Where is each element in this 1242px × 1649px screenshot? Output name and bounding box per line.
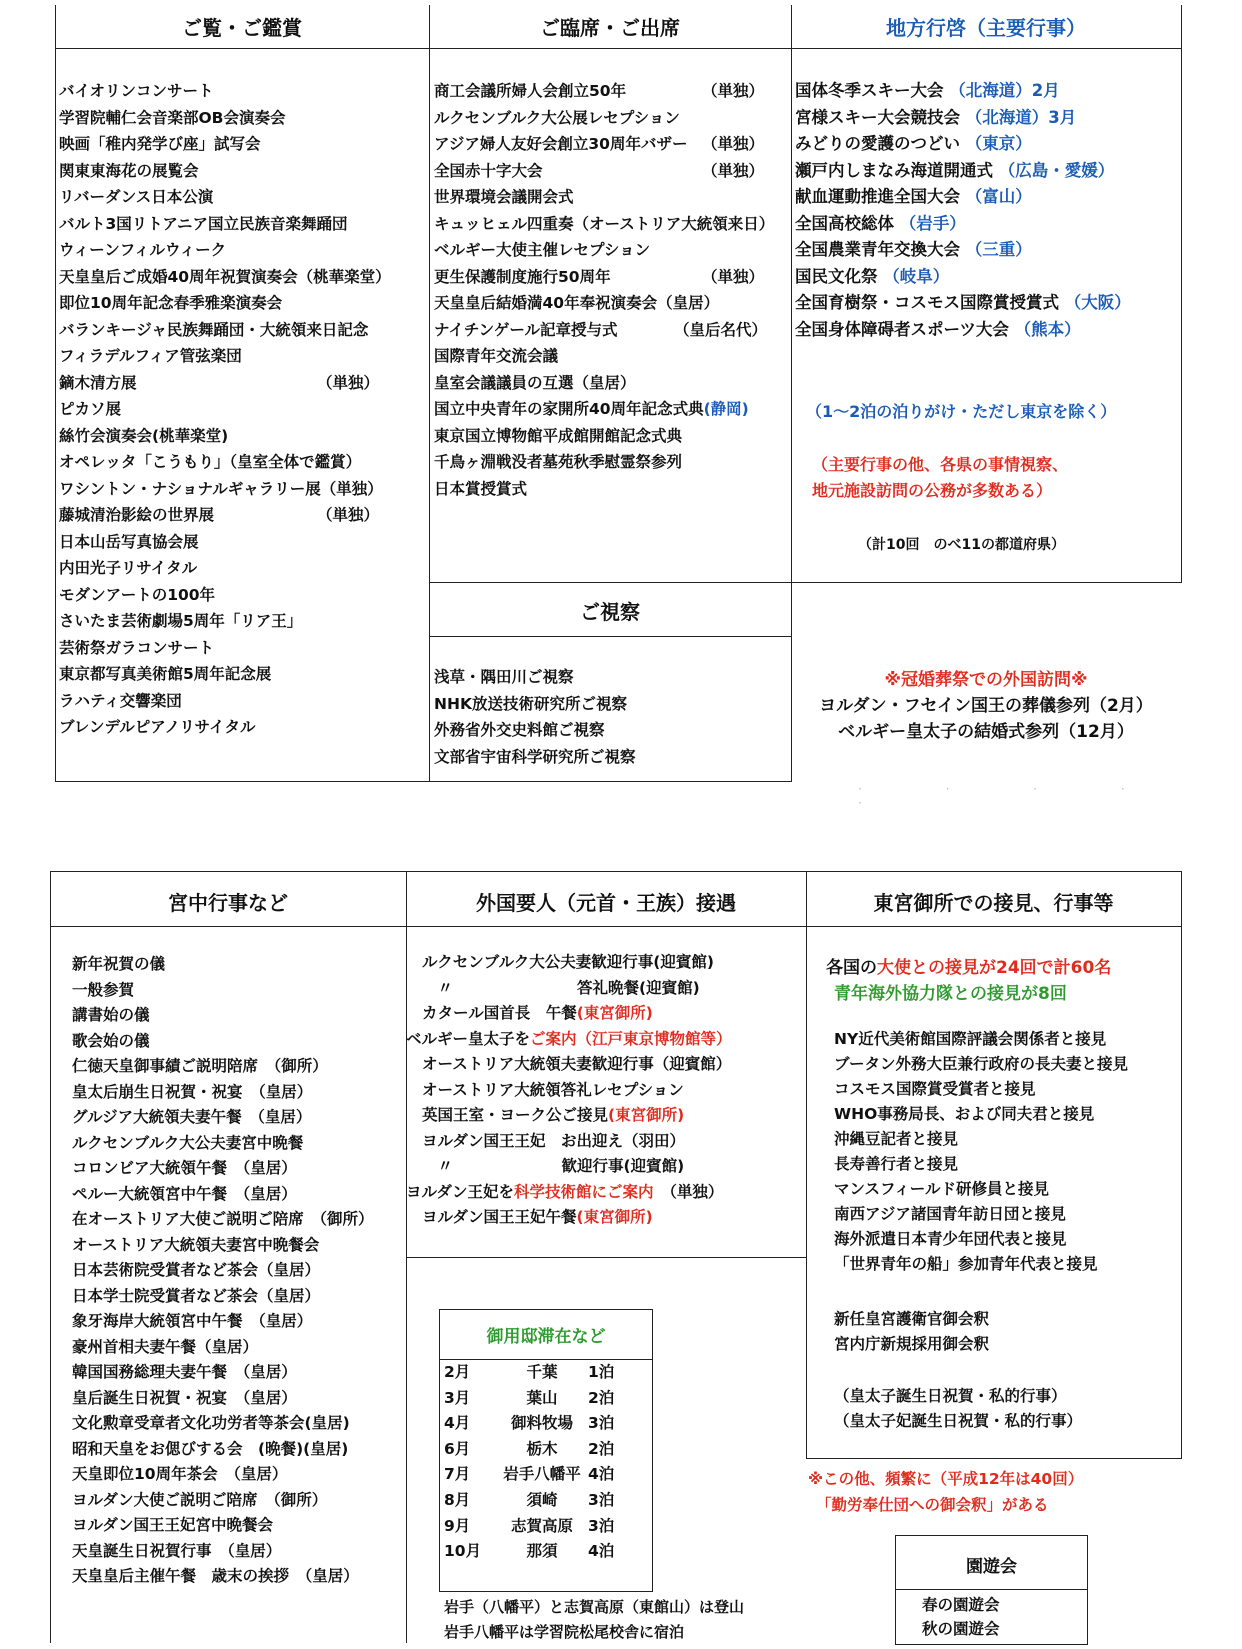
- list-item: 韓国国務総理夫妻午餐 （皇居）: [72, 1363, 297, 1381]
- list-item: [59, 317, 427, 344]
- list-item: [795, 237, 1179, 264]
- item-text: バランキージャ民族舞踊団・大統領来日記念: [59, 320, 369, 339]
- stay-place: 須崎: [526, 1490, 558, 1509]
- list-item: 宮内庁新規採用御会釈: [834, 1335, 990, 1353]
- item-text: 全国農業青年交換大会: [795, 240, 966, 259]
- list-item: [59, 105, 427, 132]
- stay-row: [444, 1411, 650, 1437]
- item-text: 更生保護制度施行50周年: [434, 267, 611, 286]
- list-item: [434, 264, 789, 291]
- item-highlight: 科学技術館にご案内: [514, 1182, 654, 1201]
- list-item: [422, 976, 804, 1002]
- item-text: 宮様スキー大会競技会: [795, 107, 966, 127]
- stay-month: 7月: [444, 1465, 471, 1484]
- birthday-list: [834, 1384, 1179, 1434]
- item-text: ラハティ交響楽団: [59, 691, 182, 710]
- stay-place: 葉山: [526, 1388, 558, 1407]
- item-text: 絲竹会演奏会(桃華楽堂): [59, 426, 229, 445]
- list-item: （皇太子誕生日祝賀・私的行事）: [834, 1387, 1067, 1405]
- item-text: 国立中央青年の家開所40周年記念式典: [434, 400, 704, 418]
- court-events-list: [72, 952, 402, 1590]
- item-text: フィラデルフィア管弦楽団: [59, 347, 242, 365]
- list-item: 仁徳天皇御事績ご説明陪席 （御所）: [72, 1057, 328, 1075]
- item-tag: （単独）: [653, 1182, 724, 1201]
- stay-nights: 3泊: [588, 1414, 615, 1433]
- list-item: [59, 211, 427, 238]
- list-item: [59, 131, 427, 158]
- list-item: [795, 184, 1179, 211]
- col-title-court-events: 宮中行事など: [168, 891, 288, 915]
- item-text: オーストリア大統領答礼レセプション: [422, 1080, 684, 1099]
- list-item: NHK放送技術研究所ご視察: [434, 694, 627, 713]
- list-item: [434, 476, 789, 503]
- list-item: [422, 1001, 804, 1027]
- stay-nights: 3泊: [588, 1516, 615, 1535]
- list-item: [434, 449, 789, 476]
- item-tag: (静岡): [703, 400, 749, 418]
- col2-inner-divider: [406, 1257, 806, 1258]
- item-text: ルクセンブルク大公夫妻歓迎行事(迎賓館): [422, 953, 714, 971]
- item-text: 皇室会議議員の互選（皇居）: [434, 373, 636, 392]
- item-place: （北海道）3月: [965, 107, 1077, 127]
- list-item: 天皇誕生日祝賀行事 （皇居）: [72, 1541, 282, 1560]
- item-text: オーストリア大統領夫妻歓迎行事（迎賓館）: [422, 1055, 732, 1073]
- list-item: 「世界青年の船」参加青年代表と接見: [834, 1255, 1098, 1273]
- item-text: 藤城清治影絵の世界展: [59, 506, 215, 524]
- item-highlight: (東宮御所): [576, 1004, 653, 1022]
- list-item: 皇太后崩生日祝賀・祝宴 （皇居）: [72, 1082, 313, 1101]
- item-text: 国体冬季スキー大会: [795, 81, 950, 100]
- list-item: 皇后誕生日祝賀・祝宴 （皇居）: [72, 1388, 297, 1407]
- item-tag: （単独）: [317, 373, 380, 392]
- list-item: [795, 78, 1179, 105]
- list-item: [795, 158, 1179, 185]
- list-item: NY近代美術館国際評議会関係者と接見: [834, 1030, 1107, 1048]
- stay-month: 8月: [444, 1490, 471, 1509]
- item-text: 〃 答礼晩餐(迎賓館): [422, 978, 700, 997]
- list-item: 日本学士院受賞者など茶会（皇居）: [72, 1286, 321, 1305]
- list-item: [59, 237, 427, 264]
- inspection-header-divider: [429, 636, 791, 637]
- item-text: 日本山岳写真協会展: [59, 532, 199, 551]
- item-tag: （単独）: [702, 135, 765, 153]
- list-item: （皇太子妃誕生日祝賀・私的行事）: [834, 1412, 1083, 1430]
- list-item: 沖縄豆記者と接見: [834, 1130, 959, 1148]
- item-text: 東京国立博物館平成館開館記念式典: [434, 426, 683, 445]
- viewing-list: [59, 78, 427, 741]
- list-item: [434, 370, 789, 397]
- regional-note-red-2: 地元施設訪問の公務が多数ある）: [812, 481, 1053, 500]
- top-divider-1: [429, 5, 430, 782]
- list-item: 外務省外交史料館ご視察: [434, 721, 605, 739]
- regional-note-blue: （1～2泊の泊りがけ・ただし東京を除く）: [806, 402, 1117, 421]
- list-item: 文化勲章受章者文化功労者等茶会(皇居): [72, 1414, 350, 1432]
- foreign-visit-title: ※冠婚葬祭での外国訪問※: [884, 670, 1088, 690]
- item-text: ワシントン・ナショナルギャラリー展（単独）: [59, 479, 383, 498]
- list-item: [434, 184, 789, 211]
- item-text: 世界環境会議開会式: [434, 188, 574, 206]
- list-item: [422, 1078, 804, 1104]
- list-item: 豪州首相夫妻午餐（皇居）: [72, 1337, 259, 1356]
- col3-bottom-border-2: [806, 1458, 1182, 1459]
- top-left-border: [55, 5, 56, 782]
- item-text: キュッヒェル四重奏（オーストリア大統領来日）: [434, 214, 775, 233]
- inspection-list: [434, 664, 789, 770]
- stay-row: [444, 1462, 650, 1488]
- stay-place: 千葉: [526, 1363, 558, 1381]
- stay-row: [444, 1539, 650, 1565]
- list-item: [59, 582, 427, 609]
- list-item: [795, 105, 1179, 132]
- stay-nights: 1泊: [588, 1363, 615, 1381]
- item-text: ヨルダン国王王妃午餐: [422, 1208, 577, 1226]
- stay-place: 栃木: [526, 1439, 558, 1458]
- item-text: 映画「稚内発学び座」試写会: [59, 135, 261, 153]
- item-text: みどりの愛護のつどい: [795, 134, 966, 153]
- item-tag: （単独）: [702, 267, 765, 286]
- item-tag: （皇后名代）: [674, 320, 768, 339]
- list-item: [59, 343, 427, 370]
- list-item: [434, 343, 789, 370]
- list-item: [59, 714, 427, 741]
- item-text: 芸術祭ガラコンサート: [59, 638, 215, 657]
- stay-row: [444, 1386, 650, 1412]
- list-item: 文部省宇宙科学研究所ご視察: [434, 747, 636, 766]
- list-item: [422, 1205, 804, 1231]
- list-item: [59, 423, 427, 450]
- item-text: 東京都写真美術館5周年記念展: [59, 665, 272, 683]
- list-item: [434, 158, 789, 185]
- item-tag: （単独）: [702, 161, 765, 180]
- bottom-divider-2: [806, 871, 807, 1459]
- list-item: マンスフィールド研修員と接見: [834, 1180, 1049, 1198]
- item-text: バイオリンコンサート: [59, 82, 214, 100]
- item-text: バルト3国リトアニア国立民族音楽舞踊団: [59, 214, 348, 233]
- ambassador-prefix: 各国の: [826, 958, 877, 978]
- item-text: 〃 歓迎行事(迎賓館): [422, 1157, 685, 1175]
- list-item: [434, 423, 789, 450]
- item-highlight: ご案内（江戸東京博物館等）: [530, 1029, 732, 1048]
- stay-nights: 3泊: [588, 1490, 615, 1509]
- item-text: ヨルダン国王王妃 お出迎え（羽田）: [422, 1131, 686, 1150]
- item-text: 鏑木清方展: [59, 373, 137, 392]
- list-item: [434, 396, 789, 423]
- stay-list: [444, 1360, 650, 1565]
- item-tag: （単独）: [317, 506, 380, 524]
- stay-place: 那須: [526, 1542, 558, 1561]
- list-item: 昭和天皇をお偲びする会 (晩餐)(皇居): [72, 1439, 349, 1458]
- list-item: [59, 476, 427, 503]
- list-item: 日本芸術院受賞者など茶会（皇居）: [72, 1261, 321, 1279]
- col-title-inspection: ご視察: [580, 600, 640, 624]
- list-item: [434, 211, 789, 238]
- item-text: 千鳥ヶ淵戦没者墓苑秋季慰霊祭参列: [434, 453, 683, 471]
- item-text: オペレッタ「こうもり」（皇室全体で鑑賞）: [59, 453, 362, 471]
- scan-dots: · · · · ·: [858, 782, 1165, 810]
- list-item: [59, 688, 427, 715]
- jocv-meetings: 青年海外協力隊との接見が8回: [834, 984, 1067, 1004]
- list-item: [422, 1103, 804, 1129]
- list-item: [422, 1129, 804, 1155]
- stay-row: [444, 1360, 650, 1386]
- bottom-header-divider: [50, 926, 1182, 927]
- item-text: アジア婦人友好会創立30周年バザー: [434, 135, 688, 153]
- item-text: リバーダンス日本公演: [59, 188, 214, 206]
- list-item: [406, 1180, 804, 1206]
- list-item: [795, 264, 1179, 291]
- garden-party-title: 園遊会: [966, 1557, 1017, 1577]
- item-text: ヨルダン王妃を: [406, 1182, 515, 1201]
- garden-party-list: [922, 1593, 1082, 1641]
- item-place: （岩手）: [899, 213, 966, 233]
- list-item: 浅草・隅田川ご視察: [434, 668, 574, 686]
- list-item: [422, 1052, 804, 1078]
- list-item: [406, 1027, 804, 1053]
- list-item: 長寿善行者と接見: [834, 1155, 959, 1173]
- list-item: 新年祝賀の儀: [72, 955, 166, 973]
- list-item: ヨルダン国王王妃宮中晩餐会: [72, 1516, 274, 1534]
- list-item: [59, 264, 427, 291]
- col3-bottom-border: [791, 582, 1182, 583]
- ambassador-meetings: [826, 953, 1111, 978]
- stay-nights: 2泊: [588, 1439, 615, 1458]
- bottom-left-border: [50, 871, 51, 1643]
- item-highlight: (東宮御所): [576, 1208, 653, 1226]
- stay-row: [444, 1488, 650, 1514]
- list-item: [59, 635, 427, 662]
- bottom-right-border: [1181, 871, 1182, 1459]
- list-item: [434, 317, 789, 344]
- item-text: ナイチンゲール記章授与式: [434, 320, 618, 339]
- regional-visits-list: [795, 78, 1179, 343]
- item-text: ピカソ展: [59, 400, 122, 418]
- ambassador-count: 大使との接見が24回で計60名: [877, 958, 1112, 978]
- item-place: （広島・愛媛）: [998, 160, 1115, 180]
- item-text: 全国赤十字大会: [434, 161, 543, 180]
- list-item: ヨルダン大使ご説明ご陪席 （御所）: [72, 1490, 328, 1509]
- item-tag: （単独）: [702, 82, 765, 100]
- foreign-dignitaries-list: [406, 950, 804, 1231]
- stay-month: 10月: [444, 1542, 482, 1561]
- list-item: ペルー大統領宮中午餐 （皇居）: [72, 1184, 297, 1203]
- item-text: 国際青年交流会議: [434, 347, 559, 365]
- stay-month: 2月: [444, 1363, 471, 1381]
- list-item: 天皇皇后主催午餐 歳末の挨拶 （皇居）: [72, 1567, 359, 1585]
- list-item: [59, 449, 427, 476]
- item-text: ブレンデルピアノリサイタル: [59, 718, 256, 736]
- item-text: 英国王室・ヨーク公ご接見: [422, 1106, 609, 1124]
- stay-row: [444, 1437, 650, 1463]
- list-item: コスモス国際賞受賞者と接見: [834, 1080, 1036, 1098]
- list-item: [59, 502, 427, 529]
- item-text: 全国身体障碍者スポーツ大会: [795, 319, 1015, 339]
- foreign-visit-line2: ベルギー皇太子の結婚式参列（12月）: [838, 722, 1134, 742]
- list-item: [434, 105, 789, 132]
- list-item: [434, 237, 789, 264]
- col-title-attendance: ご臨席・ご出席: [540, 16, 680, 40]
- list-item: [59, 290, 427, 317]
- list-item: [59, 184, 427, 211]
- list-item: コロンビア大統領午餐 （皇居）: [72, 1159, 297, 1177]
- item-text: 関東東海花の展覧会: [59, 161, 199, 180]
- col-title-regional-visits: 地方行啓（主要行事）: [886, 16, 1086, 40]
- item-place: （三重）: [965, 240, 1032, 259]
- list-item: 新任皇宮護衛官御会釈: [834, 1310, 990, 1328]
- inspection-top-border: [429, 582, 791, 583]
- item-text: ルクセンブルク大公展レセプション: [434, 108, 680, 127]
- list-item: [59, 661, 427, 688]
- item-place: （岐阜）: [883, 266, 950, 286]
- stay-place: 志賀高原: [510, 1516, 573, 1535]
- foreign-visit-line1: ヨルダン・フセイン国王の葬儀参列（2月）: [819, 696, 1153, 716]
- list-item: ブータン外務大臣兼行政府の長夫妻と接見: [834, 1055, 1129, 1073]
- bottom-top-border: [50, 871, 1182, 872]
- audiences-list: [834, 1027, 1179, 1277]
- list-item: [59, 370, 427, 397]
- list-item: 南西アジア諸国青年訪日団と接見: [834, 1205, 1066, 1223]
- item-text: ウィーンフィルウィーク: [59, 241, 227, 259]
- list-item: オーストリア大統領夫妻宮中晩餐会: [72, 1235, 320, 1254]
- list-item: [422, 1154, 804, 1180]
- stay-place: 御料牧場: [510, 1414, 573, 1433]
- list-item: [795, 317, 1179, 344]
- item-text: 国民文化祭: [795, 266, 884, 286]
- stay-month: 4月: [444, 1414, 471, 1433]
- list-item: [434, 78, 789, 105]
- garden-party-divider: [895, 1589, 1088, 1590]
- list-item: [434, 290, 789, 317]
- stay-nights: 2泊: [588, 1388, 615, 1407]
- list-item: 象牙海岸大統領宮中午餐 （皇居）: [72, 1312, 313, 1330]
- list-item: [795, 290, 1179, 317]
- stay-note-1: 岩手（八幡平）と志賀高原（東館山）は登山: [444, 1598, 745, 1616]
- greetings-list: [834, 1307, 1179, 1357]
- stay-place: 岩手八幡平: [503, 1465, 581, 1484]
- regional-note-red-1: （主要行事の他、各県の事情視察、: [812, 455, 1069, 474]
- item-text: モダンアートの100年: [59, 585, 216, 604]
- stay-month: 9月: [444, 1516, 471, 1535]
- list-item: [795, 211, 1179, 238]
- col-title-viewing: ご覧・ご鑑賞: [182, 16, 302, 40]
- stay-note-2: 岩手八幡平は学習院松尾校舎に宿泊: [444, 1623, 685, 1641]
- list-item: [59, 608, 427, 635]
- togu-note-2: 「勤労奉仕団への御会釈」がある: [816, 1496, 1049, 1514]
- item-text: 商工会議所婦人会創立50年: [434, 82, 627, 100]
- attendance-list: [434, 78, 789, 502]
- item-text: 全国高校総体: [795, 213, 900, 233]
- list-item: WHO事務局長、および同夫君と接見: [834, 1105, 1095, 1123]
- item-place: （富山）: [965, 187, 1032, 206]
- item-text: 内田光子リサイタル: [59, 559, 198, 577]
- item-text: 全国育樹祭・コスモス国際賞授賞式: [795, 293, 1065, 312]
- togu-note-1: ※この他、頻繁に（平成12年は40回）: [808, 1470, 1084, 1488]
- list-item: [434, 131, 789, 158]
- list-item: [59, 555, 427, 582]
- item-text: ベルギー大使主催レセプション: [434, 241, 651, 259]
- list-item: グルジア大統領夫妻午餐 （皇居）: [72, 1108, 312, 1126]
- list-item: 春の園遊会: [922, 1596, 1000, 1614]
- top-bottom-border: [55, 781, 791, 782]
- list-item: 天皇即位10周年茶会 （皇居）: [72, 1465, 288, 1483]
- stay-nights: 4泊: [588, 1465, 615, 1484]
- regional-total: （計10回 のべ11の都道府県）: [858, 537, 1065, 553]
- item-text: 天皇皇后ご成婚40周年祝賀演奏会（桃華楽堂）: [59, 267, 391, 286]
- list-item: 歌会始の儀: [72, 1031, 150, 1050]
- col-title-togu-palace: 東宮御所での接見、行事等: [873, 891, 1114, 915]
- item-place: （熊本）: [1014, 319, 1081, 339]
- top-header-divider: [55, 48, 1181, 49]
- item-place: （東京）: [965, 134, 1032, 153]
- list-item: [422, 950, 804, 976]
- list-item: [59, 396, 427, 423]
- top-right-border: [1181, 5, 1182, 583]
- list-item: [59, 78, 427, 105]
- item-text: ベルギー皇太子を: [406, 1029, 531, 1048]
- list-item: 一般参賀: [72, 980, 135, 999]
- list-item: [59, 158, 427, 185]
- stay-nights: 4泊: [588, 1542, 615, 1561]
- item-place: （大阪）: [1064, 293, 1131, 312]
- item-text: カタール国首長 午餐: [422, 1004, 577, 1022]
- list-item: 講書始の儀: [72, 1006, 150, 1024]
- item-text: 天皇皇后結婚満40年奉祝演奏会（皇居）: [434, 294, 720, 312]
- item-text: 学習院輔仁会音楽部OB会演奏会: [59, 108, 286, 127]
- list-item: [59, 529, 427, 556]
- stay-row: [444, 1514, 650, 1540]
- item-text: 瀬戸内しまなみ海道開通式: [795, 160, 999, 180]
- item-text: 日本賞授賞式: [434, 479, 528, 498]
- list-item: 在オーストリア大使ご説明ご陪席 （御所）: [72, 1210, 374, 1228]
- top-divider-2: [791, 5, 792, 583]
- list-item: 秋の園遊会: [922, 1620, 1000, 1638]
- item-place: （北海道）2月: [949, 81, 1060, 100]
- item-text: 即位10周年記念春季雅楽演奏会: [59, 294, 283, 312]
- stay-month: 6月: [444, 1439, 471, 1458]
- item-text: 献血運動推進全国大会: [795, 187, 966, 206]
- list-item: 海外派遣日本青少年団代表と接見: [834, 1230, 1067, 1248]
- item-highlight: (東宮御所): [608, 1106, 685, 1124]
- stay-title: 御用邸滞在など: [486, 1327, 606, 1347]
- list-item: [795, 131, 1179, 158]
- col-title-foreign-dignitaries: 外国要人（元首・王族）接遇: [476, 891, 736, 915]
- stay-month: 3月: [444, 1388, 471, 1407]
- item-text: さいたま芸術劇場5周年「リア王」: [59, 612, 303, 630]
- list-item: ルクセンブルク大公夫妻宮中晩餐: [72, 1133, 304, 1152]
